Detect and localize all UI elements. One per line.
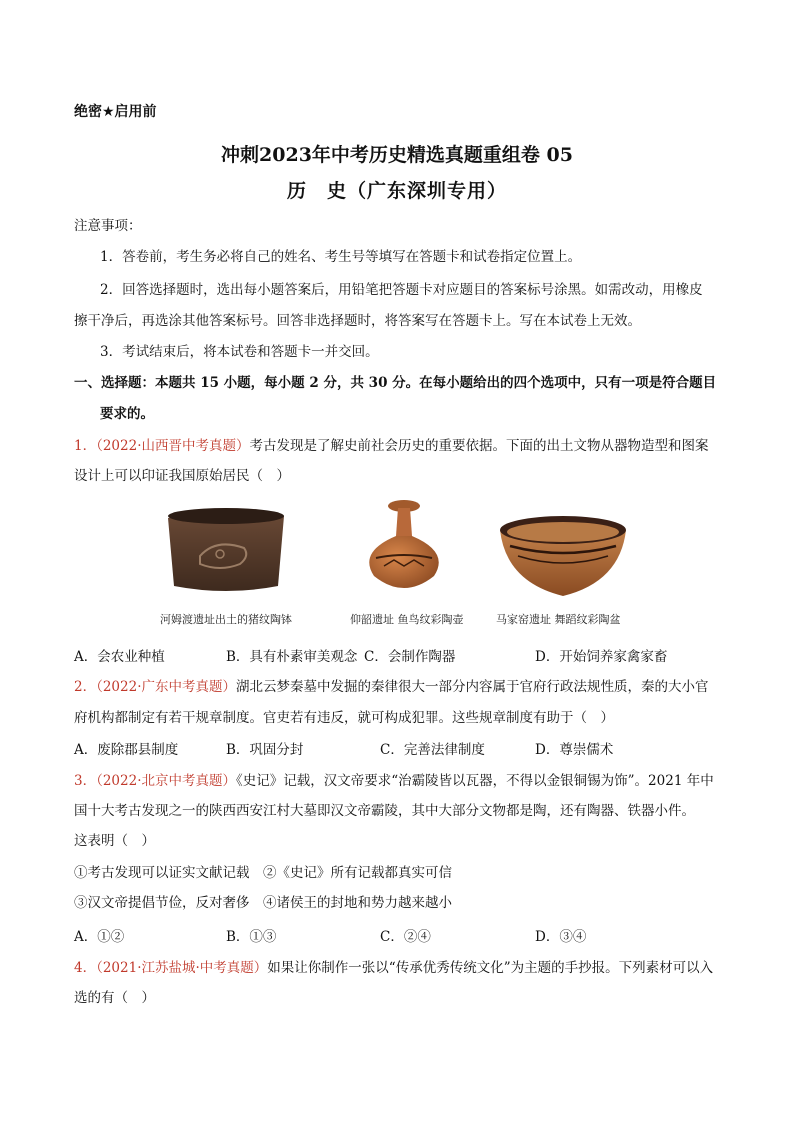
- question-number: 3．: [74, 773, 97, 789]
- question-1-line: [74, 436, 709, 456]
- image-caption: 仰韶遗址 鱼鸟纹彩陶壶: [350, 613, 464, 626]
- notice-item: 2．回答选择题时，选出每小题答案后，用铅笔把答题卡对应题目的答案标号涂黑。如需改动，用橡皮: [100, 282, 703, 298]
- option-d: D．尊崇儒术: [535, 742, 614, 758]
- notice-item: 3．考试结束后，将本试卷和答题卡一并交回。: [100, 344, 379, 360]
- question-number: 4．: [74, 960, 97, 976]
- image-caption: 河姆渡遗址出土的猪纹陶钵: [160, 613, 292, 626]
- option-b: B．具有朴素审美观念: [226, 649, 358, 665]
- question-source: （2022·广东中考真题）: [96, 679, 236, 695]
- option-d: D．开始饲养家禽家畜: [535, 649, 668, 665]
- question-source: （2022·北京中考真题）: [96, 773, 236, 789]
- question-3-line: [74, 771, 714, 791]
- exam-title: 冲刺2023年中考历史精选真题重组卷 05: [221, 144, 573, 166]
- dancing-pattern-basin-image: [496, 510, 630, 600]
- notice-item: 1．答卷前，考生务必将自己的姓名、考生号等填写在答题卡和试卷指定位置上。: [100, 249, 582, 265]
- statement-line: ③汉文帝提倡节俭，反对奢侈 ④诸侯王的封地和势力越来越小: [74, 895, 452, 911]
- option-c: C．会制作陶器: [364, 649, 456, 665]
- question-text: 国十大考古发现之一的陕西西安江村大墓即汉文帝霸陵，其中大部分文物都是陶，还有陶器、铁器小件。: [74, 803, 695, 819]
- question-text: 选的有（ ）: [74, 990, 155, 1006]
- question-text: 如果让你制作一张以“传承优秀传统文化”为主题的手抄报。下列素材可以入: [267, 960, 714, 976]
- option-a: A．①②: [74, 929, 125, 945]
- option-c: C．完善法律制度: [380, 742, 485, 758]
- question-4-line: [74, 958, 713, 978]
- option-d: D．③④: [535, 929, 587, 945]
- option-c: C．②④: [380, 929, 431, 945]
- exam-subtitle: 历 史（广东深圳专用）: [286, 180, 507, 202]
- section-heading-cont: 要求的。: [100, 406, 154, 422]
- question-source: （2022·山西晋中考真题）: [96, 438, 250, 454]
- secret-label: 绝密★启用前: [74, 104, 157, 120]
- option-b: B．①③: [226, 929, 277, 945]
- image-caption: 马家窑遗址 舞蹈纹彩陶盆: [496, 613, 621, 626]
- fish-bird-pottery-pot-image: [354, 496, 454, 604]
- option-a: A．废除郡县制度: [74, 742, 179, 758]
- option-b: B．巩固分封: [226, 742, 304, 758]
- question-text: 府机构都制定有若干规章制度。官吏若有违反，就可构成犯罪。这些规章制度有助于（ ）: [74, 710, 614, 726]
- question-number: 1．: [74, 438, 97, 454]
- question-text: 考古发现是了解史前社会历史的重要依据。下面的出土文物从器物造型和图案: [249, 438, 709, 454]
- question-source: （2021·江苏盐城·中考真题）: [96, 960, 268, 976]
- notice-item: 擦干净后，再选涂其他答案标号。回答非选择题时，将答案写在答题卡上。写在本试卷上无效。: [74, 313, 641, 329]
- question-text: 这表明（ ）: [74, 833, 155, 849]
- pig-pattern-bowl-image: [160, 498, 292, 598]
- notice-heading: 注意事项：: [74, 218, 142, 234]
- option-a: A．会农业种植: [74, 649, 165, 665]
- question-text: 《史记》记载，汉文帝要求“治霸陵皆以瓦器，不得以金银铜锡为饰”。2021 年中: [236, 773, 714, 789]
- question-text: 湖北云梦秦墓中发掘的秦律很大一部分内容属于官府行政法规性质，秦的大小官: [236, 679, 709, 695]
- section-heading: 一、选择题：本题共 15 小题，每小题 2 分，共 30 分。在每小题给出的四个选项中，只有一项是符合题目: [74, 375, 717, 391]
- question-text: 设计上可以印证我国原始居民（ ）: [74, 468, 290, 484]
- question-number: 2．: [74, 679, 97, 695]
- question-2-line: [74, 677, 709, 697]
- statement-line: ①考古发现可以证实文献记载 ②《史记》所有记载都真实可信: [74, 865, 452, 881]
